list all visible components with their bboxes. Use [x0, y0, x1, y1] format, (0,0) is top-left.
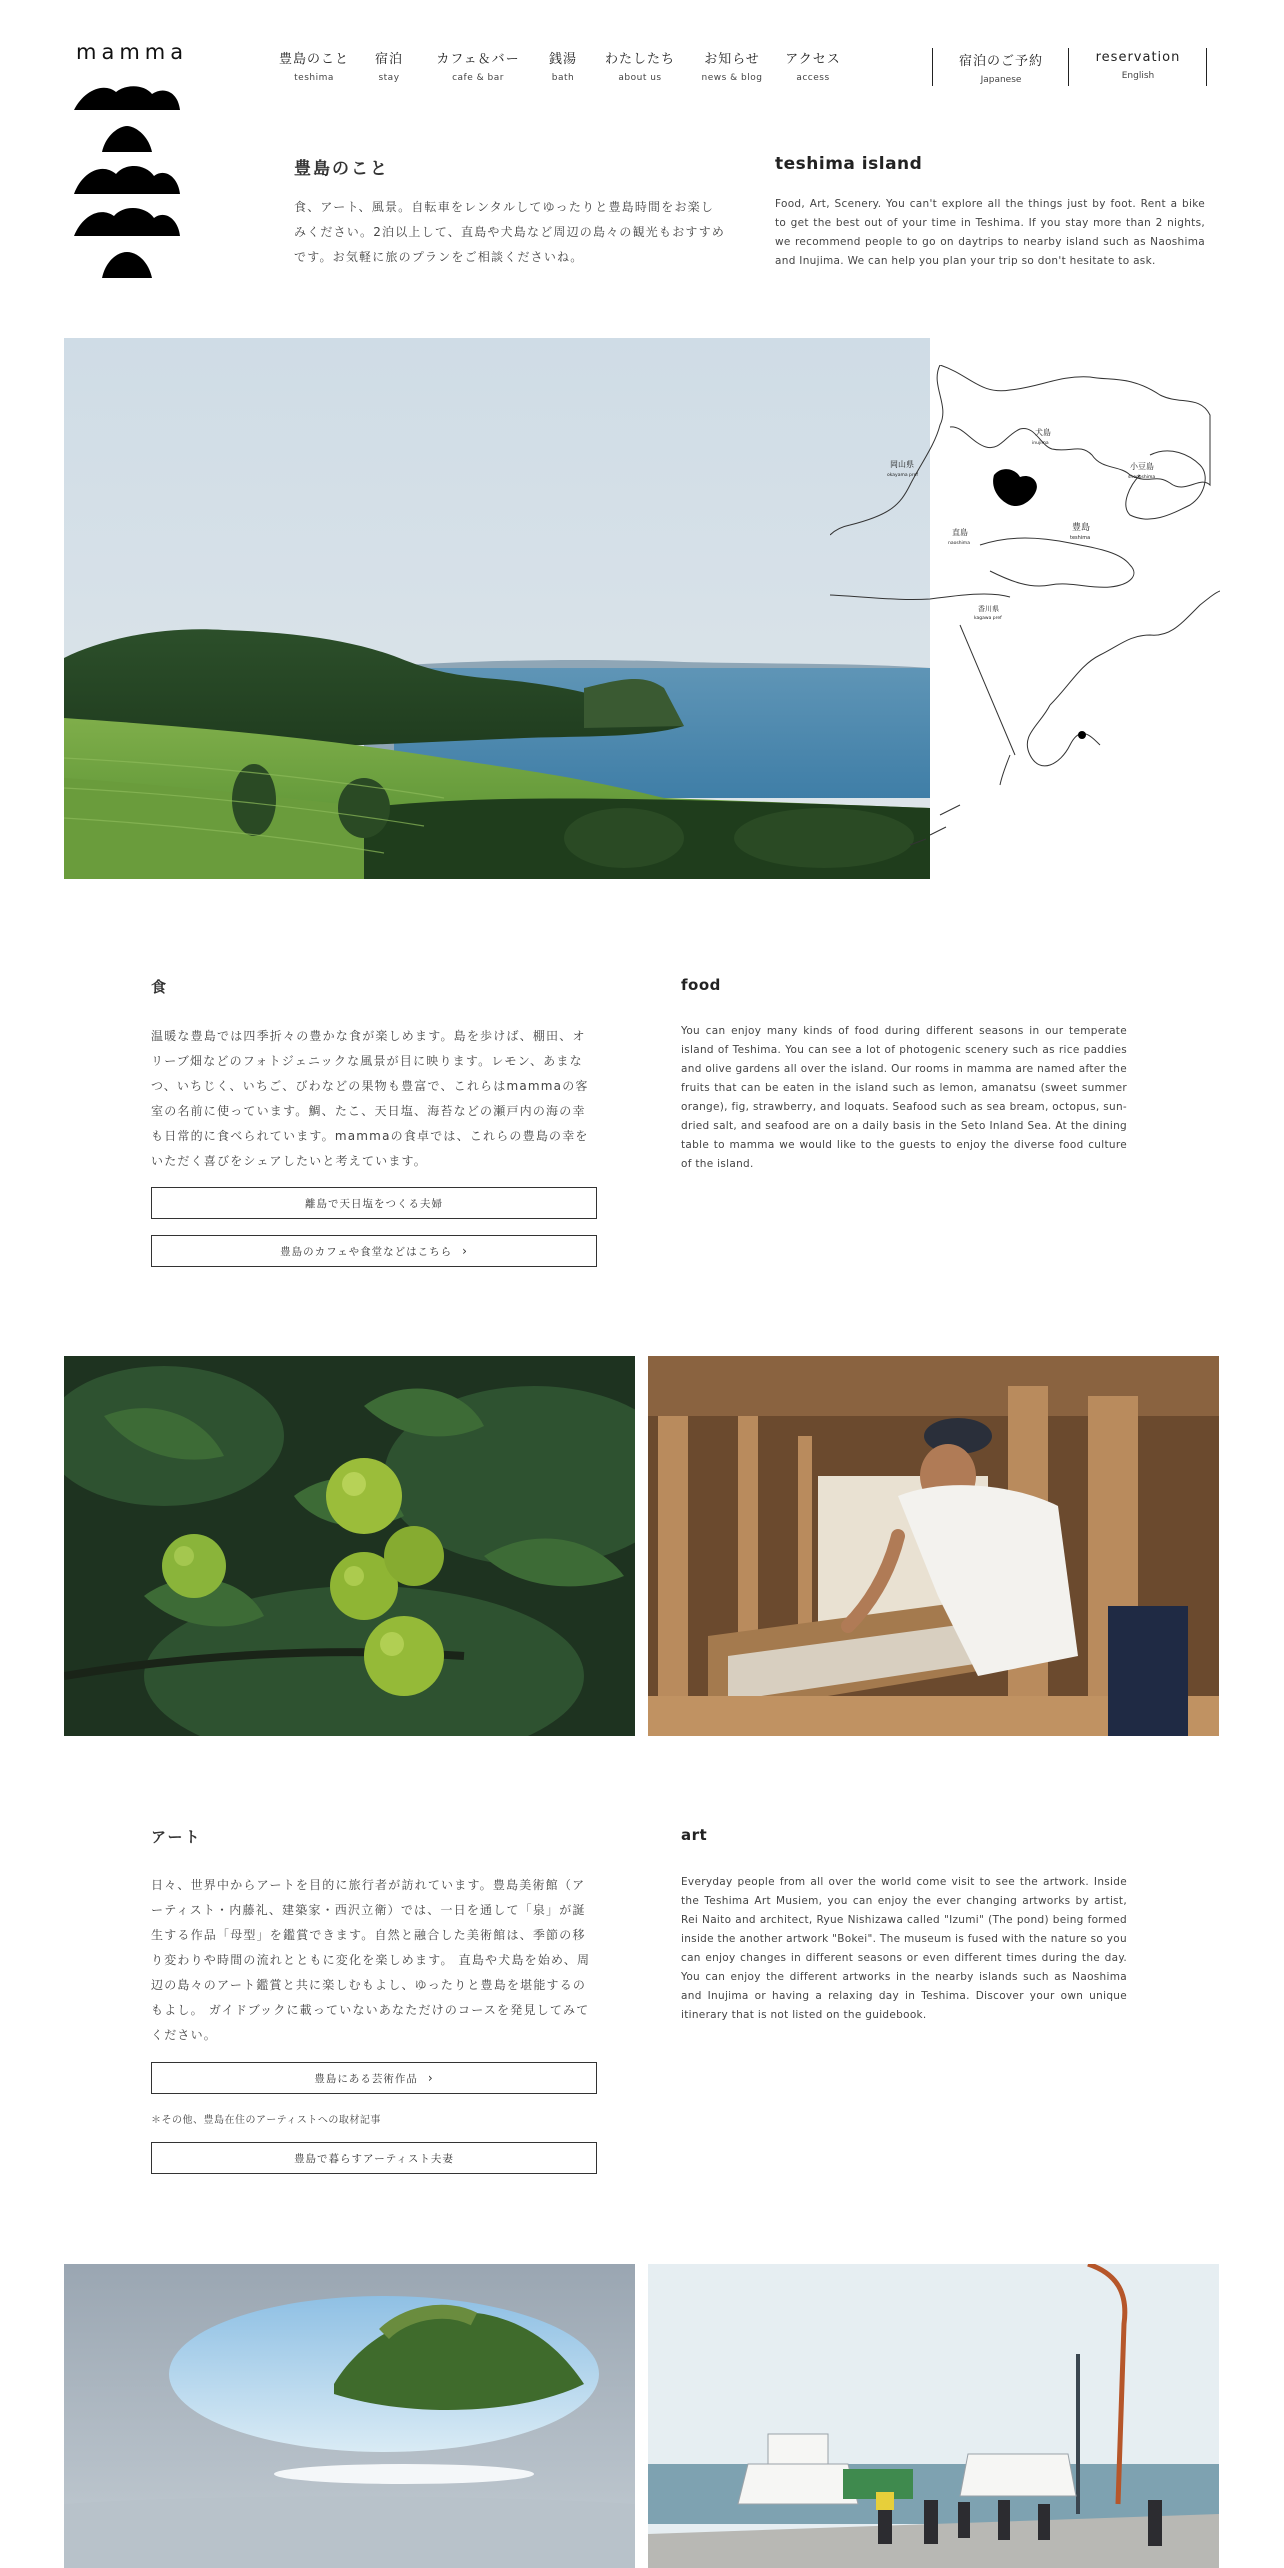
nav-label-en: bath — [551, 73, 575, 83]
nav-label-jp: reservation — [1095, 50, 1181, 65]
chevron-right-icon: › — [427, 2071, 434, 2085]
nav-divider — [1206, 48, 1207, 86]
nav-item-access[interactable] — [780, 48, 846, 83]
nav-item-bath[interactable] — [540, 48, 586, 83]
seto-inland-sea-map — [830, 365, 1220, 855]
art-text-en: Everyday people from all over the world come visit to see the artwork. Inside the Teshima Art Musiem, you can enjoy the ever changing artworks by artist, Rei Naito and architect, Ryue Nishizawa called "Izumi" (The pond) being formed inside the another artwork "Bokei". The museum is fused with the nature so you can enjoy changes in different seasons or even different times during the day. You can enjoy the different artworks in the nearby islands such as Naoshima and Inujima or having a relaxing day in Teshima. Discover your own unique itinerary that is not listed on the guidebook. — [681, 1876, 1127, 2021]
nav-label-en: stay — [378, 73, 400, 83]
intro-text-en: Food, Art, Scenery. You can't explore all the things just by foot. Rent a bike to get the best out of your time in Teshima. If you stay more than 2 nights, we recommend people to go on daytrips to nearby island such as Naoshima and Inujima. We can help you plan your trip so don't hesitate to ask. — [775, 198, 1205, 267]
chevron-right-icon: › — [462, 1244, 468, 1258]
nav-item-stay[interactable] — [366, 48, 412, 83]
salt-making-photo — [648, 1356, 1219, 1736]
main-nav — [272, 48, 846, 90]
food-text-jp: 温暖な豊島では四季折々の豊かな食が楽しめます。島を歩けば、棚田、オリーブ畑などのフォトジェニックな風景が目に映ります。レモン、あまなつ、いちじく、いちご、びわなどの果物も豊富で、これらはmammaの客室の名前に使っています。鯛、たこ、天日塩、海苔などの瀬戸内の海の幸も日常的に食べられています。mammaの食卓では、これらの豊島の幸をいただく喜びをシェアしたいと考えています。 — [151, 1029, 589, 1168]
intro-title-en: teshima island — [775, 154, 923, 174]
ferry-port-photo — [648, 2264, 1219, 2568]
intro-text-jp: 食、アート、風景。自転車をレンタルしてゆったりと豊島時間をお楽しみください。2泊以上して、直島や犬島など周辺の島々の観光もおすすめです。お気軽に旅のプランをご相談くださいね。 — [294, 200, 726, 264]
teshima-artworks-button[interactable] — [151, 2062, 597, 2094]
teshima-art-museum-photo — [64, 2264, 635, 2568]
salt-couple-button[interactable] — [151, 1187, 597, 1219]
button-label: 豊島のカフェや食堂などはこちら — [280, 1245, 453, 1258]
artist-interview-note: ＊その他、豊島在住のアーティストへの取材記事 — [151, 2115, 381, 2126]
art-text-jp: 日々、世界中からアートを目的に旅行者が訪れています。豊島美術館（アーティスト・内藤礼、建築家・西沢立衛）では、一日を通して「泉」が誕生する作品「母型」を鑑賞できます。自然と融合した美術館は、季節の移り変わりや時間の流れとともに変化を楽しめます。 直島や犬島を始め、周辺の島々のアート鑑賞と共に楽しむもよし、ゆったりと豊島を堪能するのもよし。 ガイドブックに載っていないあなただけのコースを発見してみてください。 — [151, 1878, 591, 2042]
intro-title-jp: 豊島のこと — [294, 159, 389, 179]
nav-label-jp: わたしたち — [604, 52, 675, 67]
map-label: 香川県 — [978, 605, 999, 613]
map-label-en: naoshima — [948, 541, 970, 546]
map-label-en: kagawa pref — [974, 616, 1002, 621]
map-label: 直島 — [952, 528, 968, 537]
map-label: 小豆島 — [1130, 462, 1154, 471]
map-label-en: okayama pref — [887, 473, 918, 478]
nav-reserve-japanese[interactable] — [932, 48, 1069, 86]
nav-label-jp: 宿泊 — [374, 52, 403, 67]
nav-label-en: English — [1121, 71, 1155, 81]
button-label: 離島で天日塩をつくる夫婦 — [305, 1197, 443, 1210]
nav-label-en: access — [796, 73, 830, 83]
nav-label-jp: 豊島のこと — [278, 52, 349, 67]
button-label: 豊島で暮らすアーティスト夫妻 — [294, 2152, 454, 2165]
art-title-en: art — [681, 1826, 708, 1844]
nav-label-en: teshima — [294, 73, 334, 83]
nav-item-teshima[interactable] — [272, 48, 356, 83]
food-text-en: You can enjoy many kinds of food during different seasons in our temperate island of Teshima. You can see a lot of photogenic scenery such as rice paddies and olive gardens all over the island. Our rooms in mamma are named after the fruits that can be eaten in the island such as lemon, amanatsu (sweet summer orange), fig, strawberry, and loquats. Seafood such as sea bream, octopus, sun-dried salt, and seafood are on a daily basis in the Seto Inland Sea. At the dining table to mamma we would like to the guests to enjoy the diverse food culture of the island. — [681, 1025, 1127, 1170]
teshima-island-shape — [993, 469, 1037, 506]
nav-reserve-english[interactable] — [1068, 48, 1207, 86]
art-title-jp: アート — [151, 1828, 202, 1846]
map-label-en: inujima — [1032, 441, 1049, 446]
nav-label-en: news & blog — [701, 73, 763, 83]
nav-item-about[interactable] — [600, 48, 680, 83]
nav-label-en: about us — [618, 73, 662, 83]
logo-text[interactable]: mamma — [76, 40, 189, 64]
map-label-en: shodoshima — [1128, 475, 1156, 480]
nav-label-en: Japanese — [980, 75, 1022, 85]
nav-label-jp: アクセス — [785, 52, 841, 67]
map-label-en: teshima — [1070, 535, 1091, 541]
nav-item-cafe-bar[interactable] — [428, 48, 528, 83]
nav-item-news[interactable] — [692, 48, 772, 83]
nav-label-jp: カフェ＆バー — [436, 52, 520, 67]
citrus-tree-photo — [64, 1356, 635, 1736]
mamma-logo-mark[interactable] — [74, 82, 180, 278]
artist-couple-button[interactable] — [151, 2142, 597, 2174]
map-label: 犬島 — [1035, 428, 1051, 437]
food-title-en: food — [681, 976, 721, 994]
food-title-jp: 食 — [151, 978, 169, 996]
button-label: 豊島にある芸術作品 — [314, 2072, 418, 2085]
map-label: 岡山県 — [890, 460, 914, 469]
nav-label-jp: 銭湯 — [548, 52, 577, 67]
nav-label-jp: 宿泊のご予約 — [958, 54, 1043, 69]
map-label: 豊島 — [1072, 523, 1091, 533]
teshima-landscape-photo — [64, 338, 930, 879]
nav-label-jp: お知らせ — [704, 52, 760, 67]
cafe-shokudo-button[interactable] — [151, 1235, 597, 1267]
nav-label-en: cafe & bar — [452, 73, 504, 83]
